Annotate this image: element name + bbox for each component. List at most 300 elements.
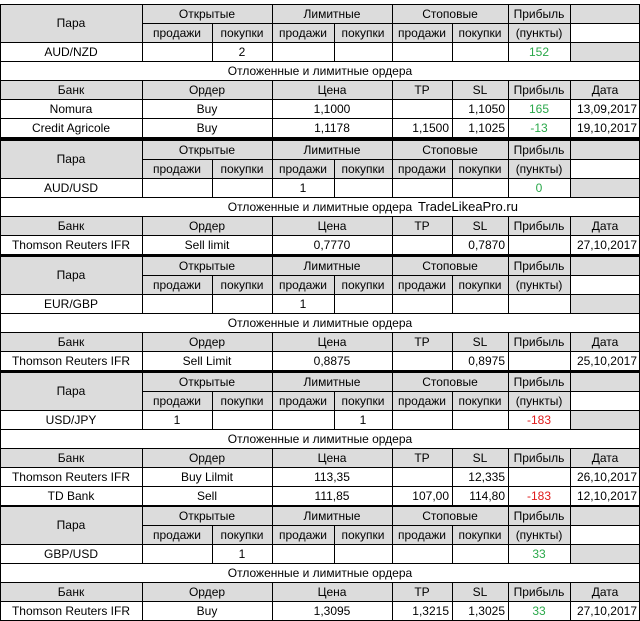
grid-line bbox=[0, 448, 1, 505]
order-header-tp: TP bbox=[414, 218, 430, 233]
limit-header: Лимитные bbox=[303, 6, 361, 21]
grid-line bbox=[142, 216, 143, 254]
grid-line bbox=[508, 216, 509, 254]
order-header-bank: Банк bbox=[57, 450, 85, 465]
order-bank: Credit Agricole bbox=[31, 120, 111, 135]
grid-line bbox=[0, 42, 640, 43]
order-date: 19,10,2017 bbox=[576, 120, 637, 135]
order-bank: TD Bank bbox=[47, 488, 95, 503]
open-sales-value bbox=[142, 178, 212, 197]
order-type: Buy Lilmit bbox=[180, 469, 233, 484]
grid-line bbox=[0, 486, 640, 487]
order-header-price: Цена bbox=[317, 218, 347, 233]
order-sl: 1,1025 bbox=[468, 120, 505, 135]
order-header-tp: TP bbox=[414, 450, 430, 465]
subheader-buys: покупки bbox=[458, 527, 502, 542]
grid-line bbox=[0, 313, 640, 314]
limit-sales-value: 1 bbox=[299, 180, 307, 195]
profit-points-value: 152 bbox=[528, 44, 550, 59]
order-header-profit: Прибыль bbox=[513, 218, 565, 233]
grid-line bbox=[0, 61, 640, 62]
grid-line bbox=[334, 23, 335, 61]
order-bank: Nomura bbox=[49, 101, 93, 116]
grid-line bbox=[0, 294, 640, 295]
profit-header: Прибыль bbox=[513, 6, 565, 21]
profit-header: Прибыль bbox=[513, 258, 565, 273]
grid-line bbox=[0, 601, 640, 602]
subheader-sales: продажи bbox=[153, 393, 201, 408]
pair-header: Пара bbox=[56, 268, 86, 282]
grid-line bbox=[0, 197, 1, 216]
subheader-buys: покупки bbox=[341, 25, 385, 40]
grid-line bbox=[570, 448, 571, 505]
order-tp: 107,00 bbox=[412, 488, 449, 503]
profit-points-value: -183 bbox=[526, 412, 552, 427]
limit-buys-value bbox=[334, 294, 392, 313]
grid-line bbox=[142, 275, 640, 276]
subheader-sales: продажи bbox=[153, 25, 201, 40]
order-tp bbox=[392, 467, 452, 486]
order-date: 27,10,2017 bbox=[576, 603, 637, 618]
order-type: Sell bbox=[196, 488, 217, 503]
grid-line bbox=[142, 582, 143, 620]
grid-line bbox=[452, 80, 453, 137]
order-bank: Thomson Reuters IFR bbox=[11, 469, 131, 484]
grid-line bbox=[0, 582, 1, 620]
order-type: Sell Limit bbox=[182, 353, 232, 368]
open-header: Открытые bbox=[178, 6, 236, 21]
order-date: 13,09,2017 bbox=[576, 101, 637, 116]
subheader-buys: покупки bbox=[458, 25, 502, 40]
order-header-date: Дата bbox=[591, 82, 619, 97]
subheader-buys: покупки bbox=[341, 161, 385, 176]
limit-header: Лимитные bbox=[303, 142, 361, 157]
stop-header: Стоповые bbox=[422, 6, 478, 21]
grid-line bbox=[0, 563, 640, 564]
grid-line bbox=[142, 159, 640, 160]
grid-line bbox=[0, 80, 640, 81]
grid-line bbox=[0, 410, 640, 411]
subheader-sales: продажи bbox=[279, 161, 327, 176]
subheader-sales: продажи bbox=[398, 527, 446, 542]
grid-line bbox=[570, 4, 571, 61]
order-header-profit: Прибыль bbox=[513, 334, 565, 349]
order-date: 25,10,2017 bbox=[576, 353, 637, 368]
open-header: Открытые bbox=[178, 508, 236, 523]
subheader-sales: продажи bbox=[398, 277, 446, 292]
open-header: Открытые bbox=[178, 374, 236, 389]
open-sales-value bbox=[142, 294, 212, 313]
order-header-tp: TP bbox=[414, 334, 430, 349]
grid-line bbox=[0, 80, 1, 137]
header-bg bbox=[570, 544, 640, 563]
header-bg bbox=[570, 178, 640, 197]
grid-line bbox=[452, 159, 453, 197]
grid-line bbox=[142, 506, 143, 563]
open-sales-value bbox=[142, 42, 212, 61]
order-price: 1,3095 bbox=[313, 603, 351, 618]
grid-line bbox=[0, 372, 1, 429]
order-profit bbox=[508, 351, 570, 370]
grid-line bbox=[142, 332, 143, 370]
limit-buys-value bbox=[334, 178, 392, 197]
subheader-sales: продажи bbox=[279, 527, 327, 542]
grid-line bbox=[452, 582, 453, 620]
order-header-order: Ордер bbox=[188, 584, 226, 599]
order-tp: 1,3215 bbox=[412, 603, 449, 618]
grid-line bbox=[0, 372, 640, 373]
subheader-buys: покупки bbox=[458, 161, 502, 176]
grid-line bbox=[508, 80, 509, 137]
grid-line bbox=[212, 275, 213, 313]
grid-line bbox=[452, 525, 453, 563]
stop-sales-value bbox=[392, 178, 452, 197]
header-bg bbox=[570, 42, 640, 61]
stop-buys-value bbox=[452, 294, 508, 313]
grid-line bbox=[0, 118, 640, 119]
grid-line bbox=[272, 80, 273, 137]
grid-line bbox=[570, 216, 571, 254]
grid-line bbox=[392, 332, 393, 370]
order-sl: 114,80 bbox=[469, 488, 505, 503]
order-sl: 1,1050 bbox=[468, 101, 505, 116]
subheader-buys: покупки bbox=[341, 277, 385, 292]
order-price: 111,85 bbox=[314, 488, 350, 503]
limit-buys-value bbox=[334, 42, 392, 61]
subheader-sales: продажи bbox=[153, 527, 201, 542]
grid-line bbox=[0, 140, 1, 197]
grid-line bbox=[392, 140, 393, 197]
profit-points-value: 0 bbox=[535, 180, 543, 195]
grid-line bbox=[570, 582, 571, 620]
grid-line bbox=[0, 61, 1, 80]
grid-line bbox=[334, 275, 335, 313]
grid-line bbox=[334, 159, 335, 197]
order-header-price: Цена bbox=[317, 450, 347, 465]
pair-name: AUD/NZD bbox=[44, 44, 98, 59]
order-header-tp: TP bbox=[414, 584, 430, 599]
pending-orders-title: Отложенные и лимитные ордера bbox=[227, 565, 413, 580]
order-tp bbox=[392, 235, 452, 254]
grid-line bbox=[452, 332, 453, 370]
limit-header: Лимитные bbox=[303, 258, 361, 273]
subheader-buys: покупки bbox=[220, 25, 264, 40]
order-header-bank: Банк bbox=[57, 334, 85, 349]
grid-line bbox=[508, 506, 509, 563]
subheader-sales: продажи bbox=[279, 277, 327, 292]
grid-line bbox=[392, 4, 393, 61]
grid-line bbox=[0, 467, 640, 468]
order-date: 27,10,2017 bbox=[576, 237, 637, 252]
order-header-price: Цена bbox=[317, 334, 347, 349]
grid-line bbox=[0, 256, 640, 257]
order-tp bbox=[392, 99, 452, 118]
open-header: Открытые bbox=[178, 258, 236, 273]
grid-line bbox=[272, 582, 273, 620]
subheader-sales: продажи bbox=[279, 25, 327, 40]
limit-sales-value bbox=[272, 410, 334, 429]
grid-line bbox=[0, 351, 640, 352]
grid-line bbox=[0, 216, 1, 254]
grid-line bbox=[334, 525, 335, 563]
subheader-buys: покупки bbox=[341, 527, 385, 542]
order-sl: 12,335 bbox=[468, 469, 505, 484]
grid-line bbox=[392, 256, 393, 313]
subheader-buys: покупки bbox=[458, 393, 502, 408]
points-header: (пункты) bbox=[515, 277, 563, 292]
grid-line bbox=[142, 140, 143, 197]
order-header-profit: Прибыль bbox=[513, 450, 565, 465]
grid-line bbox=[142, 448, 143, 505]
stop-sales-value bbox=[392, 294, 452, 313]
points-header: (пункты) bbox=[515, 527, 563, 542]
grid-line bbox=[392, 506, 393, 563]
grid-line bbox=[272, 448, 273, 505]
grid-line bbox=[0, 544, 640, 545]
order-sl: 0,8975 bbox=[468, 353, 505, 368]
order-sl: 0,7870 bbox=[468, 237, 505, 252]
grid-line bbox=[212, 159, 213, 197]
grid-line bbox=[142, 256, 143, 313]
grid-line bbox=[142, 391, 640, 392]
order-header-bank: Банк bbox=[57, 584, 85, 599]
order-header-tp: TP bbox=[414, 82, 430, 97]
order-header-sl: SL bbox=[472, 82, 488, 97]
order-date: 12,10,2017 bbox=[576, 488, 637, 503]
stop-buys-value bbox=[452, 178, 508, 197]
grid-line bbox=[508, 372, 509, 429]
grid-line bbox=[272, 4, 273, 61]
limit-header: Лимитные bbox=[303, 508, 361, 523]
order-type: Buy bbox=[196, 101, 218, 116]
grid-line bbox=[0, 216, 640, 217]
order-price: 0,7770 bbox=[313, 237, 351, 252]
pending-orders-title: Отложенные и лимитные ордера bbox=[227, 315, 413, 330]
subheader-sales: продажи bbox=[279, 393, 327, 408]
subheader-buys: покупки bbox=[458, 277, 502, 292]
grid-line bbox=[0, 332, 640, 333]
grid-line bbox=[212, 391, 213, 429]
order-price: 1,1000 bbox=[313, 101, 351, 116]
grid-line bbox=[212, 525, 213, 563]
order-profit: 165 bbox=[528, 101, 550, 116]
profit-header: Прибыль bbox=[513, 142, 565, 157]
grid-line bbox=[334, 391, 335, 429]
grid-line bbox=[452, 391, 453, 429]
watermark: TradeLikeaPro.ru bbox=[418, 199, 518, 214]
grid-line bbox=[392, 216, 393, 254]
order-header-price: Цена bbox=[317, 82, 347, 97]
order-header-date: Дата bbox=[591, 334, 619, 349]
grid-line bbox=[508, 448, 509, 505]
subheader-sales: продажи bbox=[398, 393, 446, 408]
profit-points-value bbox=[508, 294, 570, 313]
limit-buys-value bbox=[334, 544, 392, 563]
grid-line bbox=[0, 429, 640, 430]
grid-line bbox=[212, 23, 213, 61]
open-header: Открытые bbox=[178, 142, 236, 157]
open-buys-value: 1 bbox=[238, 546, 246, 561]
grid-line bbox=[508, 256, 509, 313]
grid-line bbox=[452, 23, 453, 61]
limit-header: Лимитные bbox=[303, 374, 361, 389]
open-buys-value bbox=[212, 178, 272, 197]
grid-line bbox=[570, 372, 571, 429]
limit-sales-value: 1 bbox=[299, 296, 307, 311]
pair-header: Пара bbox=[56, 384, 86, 398]
grid-line bbox=[392, 80, 393, 137]
grid-line bbox=[508, 582, 509, 620]
order-header-date: Дата bbox=[591, 584, 619, 599]
grid-line bbox=[570, 140, 571, 197]
grid-line bbox=[0, 448, 640, 449]
grid-line bbox=[570, 80, 571, 137]
stop-buys-value bbox=[452, 410, 508, 429]
grid-line bbox=[0, 235, 640, 236]
grid-line bbox=[508, 140, 509, 197]
stop-buys-value bbox=[452, 544, 508, 563]
header-bg bbox=[570, 410, 640, 429]
subheader-sales: продажи bbox=[398, 161, 446, 176]
grid-line bbox=[0, 582, 640, 583]
order-header-bank: Банк bbox=[57, 218, 85, 233]
order-tp: 1,1500 bbox=[412, 120, 449, 135]
subheader-sales: продажи bbox=[398, 25, 446, 40]
grid-line bbox=[0, 140, 640, 141]
order-header-date: Дата bbox=[591, 450, 619, 465]
order-profit: -13 bbox=[530, 120, 548, 135]
grid-line bbox=[142, 23, 640, 24]
order-price: 1,1178 bbox=[314, 120, 350, 135]
order-profit: -183 bbox=[526, 488, 552, 503]
grid-line bbox=[0, 178, 640, 179]
grid-line bbox=[452, 216, 453, 254]
order-header-order: Ордер bbox=[188, 82, 226, 97]
order-header-date: Дата bbox=[591, 218, 619, 233]
order-price: 113,35 bbox=[314, 469, 350, 484]
order-header-order: Ордер bbox=[188, 450, 226, 465]
order-type: Buy bbox=[196, 120, 218, 135]
grid-line bbox=[142, 80, 143, 137]
grid-line bbox=[272, 216, 273, 254]
order-bank: Thomson Reuters IFR bbox=[11, 237, 131, 252]
grid-line bbox=[570, 506, 571, 563]
grid-line bbox=[0, 256, 1, 313]
order-header-sl: SL bbox=[472, 334, 488, 349]
open-buys-value: 2 bbox=[238, 44, 246, 59]
grid-line bbox=[0, 99, 640, 100]
order-price: 0,8875 bbox=[313, 353, 351, 368]
order-header-profit: Прибыль bbox=[513, 584, 565, 599]
grid-line bbox=[0, 313, 1, 332]
pending-orders-title: Отложенные и лимитные ордера bbox=[227, 431, 413, 446]
pair-name: USD/JPY bbox=[45, 412, 97, 427]
open-buys-value bbox=[212, 294, 272, 313]
order-type: Buy bbox=[196, 603, 218, 618]
grid-line bbox=[272, 256, 273, 313]
order-profit: 33 bbox=[532, 603, 546, 618]
subheader-buys: покупки bbox=[220, 527, 264, 542]
grid-line bbox=[272, 506, 273, 563]
subheader-buys: покупки bbox=[220, 393, 264, 408]
grid-line bbox=[0, 563, 1, 582]
pair-header: Пара bbox=[56, 518, 86, 532]
grid-line bbox=[0, 4, 1, 61]
pair-header: Пара bbox=[56, 16, 86, 30]
points-header: (пункты) bbox=[515, 393, 563, 408]
stop-header: Стоповые bbox=[422, 508, 478, 523]
grid-line bbox=[452, 448, 453, 505]
limit-buys-value: 1 bbox=[359, 412, 367, 427]
order-type: Sell limit bbox=[184, 237, 230, 252]
order-header-bank: Банк bbox=[57, 82, 85, 97]
order-header-sl: SL bbox=[472, 218, 488, 233]
grid-line bbox=[142, 4, 143, 61]
grid-line bbox=[508, 4, 509, 61]
limit-sales-value bbox=[272, 544, 334, 563]
order-header-sl: SL bbox=[472, 450, 488, 465]
grid-line bbox=[452, 275, 453, 313]
grid-line bbox=[508, 332, 509, 370]
order-profit bbox=[508, 235, 570, 254]
subheader-sales: продажи bbox=[153, 277, 201, 292]
stop-sales-value bbox=[392, 42, 452, 61]
limit-sales-value bbox=[272, 42, 334, 61]
order-sl: 1,3025 bbox=[468, 603, 505, 618]
order-header-price: Цена bbox=[317, 584, 347, 599]
pair-name: AUD/USD bbox=[43, 180, 98, 195]
grid-line bbox=[0, 4, 640, 5]
profit-header: Прибыль bbox=[513, 374, 565, 389]
grid-line bbox=[272, 332, 273, 370]
profit-header: Прибыль bbox=[513, 508, 565, 523]
order-date: 26,10,2017 bbox=[576, 469, 637, 484]
stop-header: Стоповые bbox=[422, 142, 478, 157]
grid-line bbox=[0, 429, 1, 448]
grid-line bbox=[0, 506, 1, 563]
order-header-order: Ордер bbox=[188, 218, 226, 233]
profit-points-value: 33 bbox=[532, 546, 546, 561]
pending-orders-title: Отложенные и лимитные ордера bbox=[227, 199, 413, 214]
pending-orders-title: Отложенные и лимитные ордера bbox=[227, 63, 413, 78]
grid-line bbox=[570, 332, 571, 370]
stop-header: Стоповые bbox=[422, 258, 478, 273]
subheader-buys: покупки bbox=[220, 277, 264, 292]
stop-sales-value bbox=[392, 544, 452, 563]
open-buys-value bbox=[212, 410, 272, 429]
order-header-order: Ордер bbox=[188, 334, 226, 349]
grid-line bbox=[272, 372, 273, 429]
order-header-profit: Прибыль bbox=[513, 82, 565, 97]
grid-line bbox=[142, 372, 143, 429]
points-header: (пункты) bbox=[515, 161, 563, 176]
pair-header: Пара bbox=[56, 152, 86, 166]
order-tp bbox=[392, 351, 452, 370]
header-bg bbox=[570, 294, 640, 313]
order-profit bbox=[508, 467, 570, 486]
subheader-buys: покупки bbox=[220, 161, 264, 176]
open-sales-value bbox=[142, 544, 212, 563]
grid-line bbox=[272, 140, 273, 197]
stop-header: Стоповые bbox=[422, 374, 478, 389]
pair-name: EUR/GBP bbox=[43, 296, 98, 311]
grid-line bbox=[0, 506, 640, 507]
subheader-buys: покупки bbox=[341, 393, 385, 408]
grid-line bbox=[142, 525, 640, 526]
grid-line bbox=[392, 372, 393, 429]
order-header-sl: SL bbox=[472, 584, 488, 599]
grid-line bbox=[392, 448, 393, 505]
